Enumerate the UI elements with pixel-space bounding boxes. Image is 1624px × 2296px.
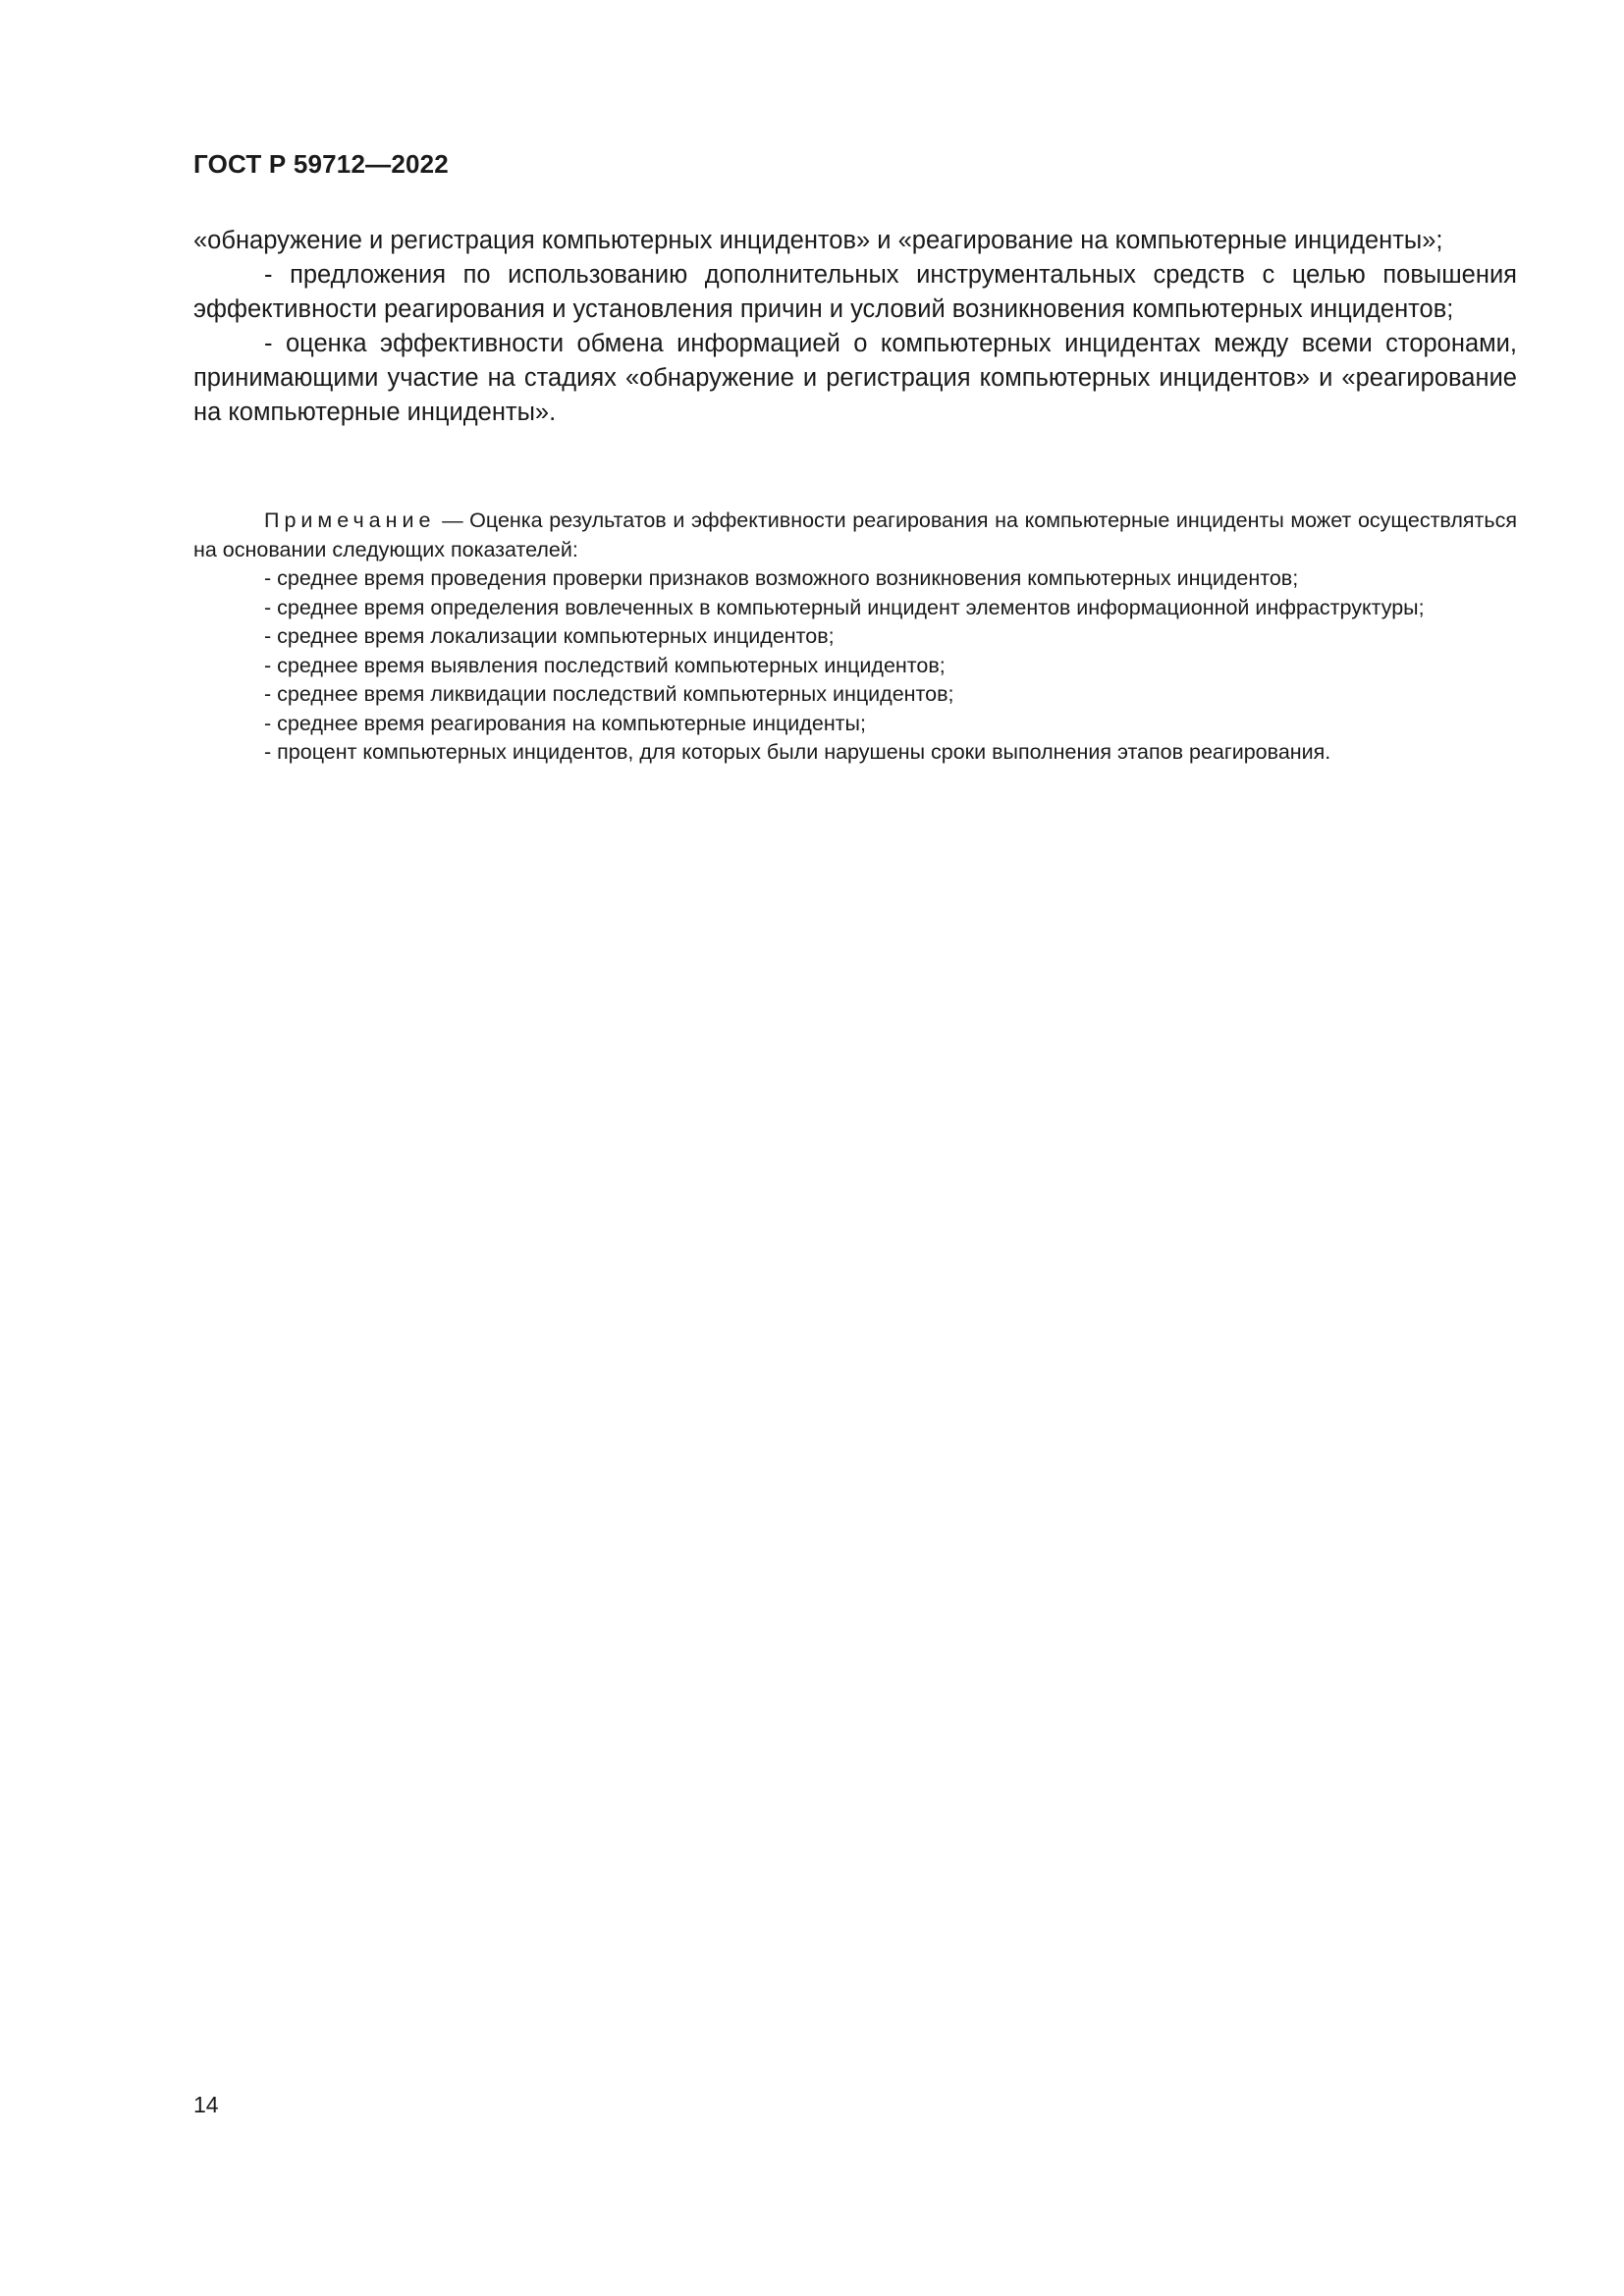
paragraph-continuation: «обнаружение и регистрация компьютерных инцидентов» и «реагирование на компьютерные инциденты»;: [193, 227, 1443, 254]
note-intro-text: — Оценка результатов и эффективности реагирования на компьютерные инциденты может осуществляться на основании следующих показателей:: [193, 508, 1517, 561]
note-intro: [193, 507, 1517, 564]
note-list-item: - среднее время проведения проверки признаков возможного возникновения компьютерных инцидентов;: [264, 566, 1299, 590]
note-label: Примечание: [264, 508, 436, 532]
note-list-item: - среднее время выявления последствий компьютерных инцидентов;: [264, 653, 946, 677]
body-text: [193, 224, 1517, 430]
page-number: 14: [193, 2092, 219, 2117]
note-list-item: - среднее время определения вовлеченных в компьютерный инцидент элементов информационной инфраструктуры;: [264, 595, 1425, 619]
note-list-item: - процент компьютерных инцидентов, для которых были нарушены сроки выполнения этапов реагирования.: [264, 740, 1331, 764]
note-list-item: - среднее время ликвидации последствий компьютерных инцидентов;: [264, 682, 954, 706]
document-code-header: ГОСТ Р 59712—2022: [193, 149, 449, 179]
list-item: - предложения по использованию дополнительных инструментальных средств с целью повышения эффективности реагирования и установления причин и условий возникновения компьютерных инцидентов;: [193, 261, 1517, 323]
note-list-item: - среднее время локализации компьютерных инцидентов;: [264, 624, 835, 648]
list-item: - оценка эффективности обмена информацией о компьютерных инцидентах между всеми сторонами, принимающими участие на стадиях «обнаружение и регистрация компьютерных инцидентов» и «реагирование на компьютерные инциденты».: [193, 330, 1517, 426]
note-block: [193, 507, 1517, 768]
note-list-item: - среднее время реагирования на компьютерные инциденты;: [264, 711, 866, 735]
